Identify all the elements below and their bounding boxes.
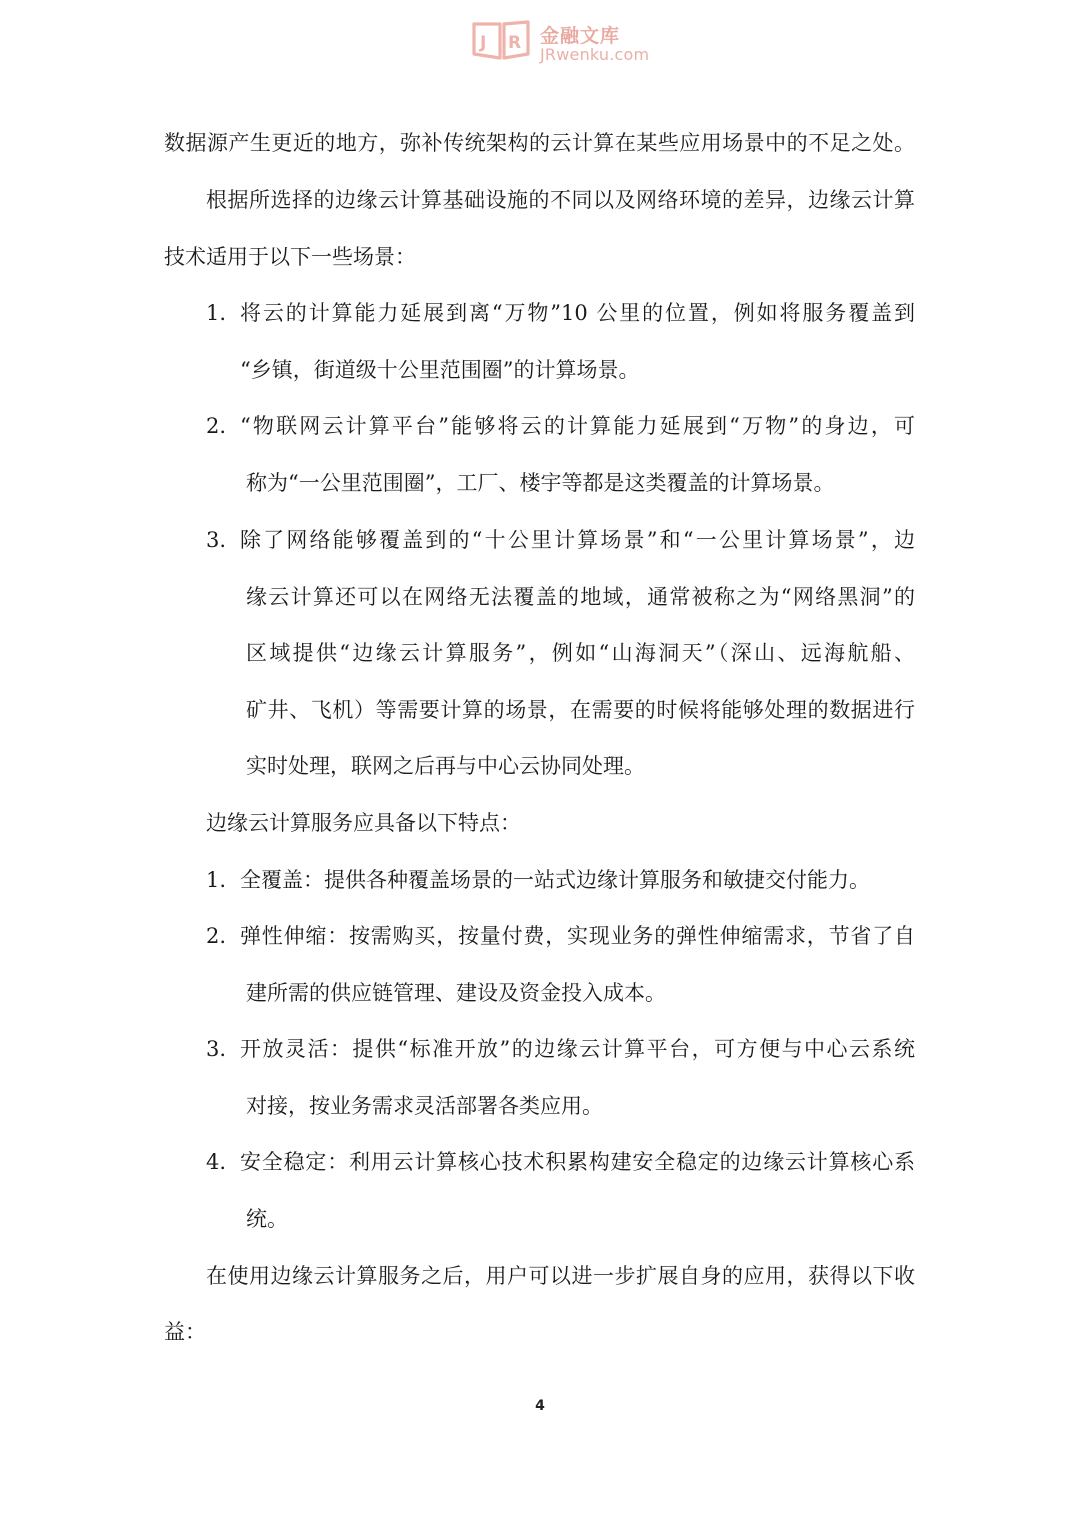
watermark <box>470 18 690 64</box>
page-number: 4 <box>535 1398 545 1414</box>
watermark-brand-cn: 金融文库 <box>540 25 621 47</box>
list-item-text: “乡镇，街道级十公里范围圈”的计算场景。 <box>240 358 640 382</box>
list-item-text: 全覆盖：提供各种覆盖场景的一站式边缘计算服务和敏捷交付能力。 <box>240 868 870 892</box>
list-item-text: 对接，按业务需求灵活部署各类应用。 <box>246 1094 603 1118</box>
list-item-text: 称为“一公里范围圈”，工厂、楼宇等都是这类覆盖的计算场景。 <box>246 471 835 495</box>
svg-text:J: J <box>480 33 487 53</box>
benefits-intro-line-1: 在使用边缘云计算服务之后，用户可以进一步扩展自身的应用，获得以下收 <box>206 1264 915 1288</box>
list-item-text: 建所需的供应链管理、建设及资金投入成本。 <box>246 981 666 1005</box>
list-item-text: 实时处理，联网之后再与中心云协同处理。 <box>246 754 645 778</box>
benefits-intro-line-2: 益： <box>164 1320 206 1344</box>
list-item-text: 矿井、飞机）等需要计算的场景，在需要的时候将能够处理的数据进行 <box>246 698 915 722</box>
list-item-text: 开放灵活：提供“标准开放”的边缘云计算平台，可方便与中心云系统 <box>240 1037 915 1061</box>
list-number: 1. <box>206 868 227 892</box>
list-item-text: 缘云计算还可以在网络无法覆盖的地域，通常被称之为“网络黑洞”的 <box>246 585 915 609</box>
list-number: 2. <box>206 414 227 438</box>
jrwenku-logo-icon <box>470 18 534 62</box>
intro-line: 数据源产生更近的地方，弥补传统架构的云计算在某些应用场景中的不足之处。 <box>164 131 915 155</box>
list-item-text: 弹性伸缩：按需购买，按量付费，实现业务的弹性伸缩需求，节省了自 <box>240 924 915 948</box>
scenarios-intro-line-1: 根据所选择的边缘云计算基础设施的不同以及网络环境的差异，边缘云计算 <box>206 188 915 212</box>
list-item-text: 将云的计算能力延展到离“万物”10 公里的位置，例如将服务覆盖到 <box>240 301 915 325</box>
list-item-text: 除了网络能够覆盖到的“十公里计算场景”和“一公里计算场景”，边 <box>240 528 915 552</box>
svg-text:R: R <box>508 33 522 53</box>
list-item-text: 安全稳定：利用云计算核心技术积累构建安全稳定的边缘云计算核心系 <box>240 1150 915 1174</box>
features-intro: 边缘云计算服务应具备以下特点： <box>206 811 521 835</box>
watermark-brand-en: JRwenku.com <box>540 45 650 64</box>
list-item-text: 统。 <box>246 1207 288 1231</box>
list-item-text: “物联网云计算平台”能够将云的计算能力延展到“万物”的身边，可 <box>240 414 915 438</box>
list-number: 3. <box>206 1037 227 1061</box>
list-number: 3. <box>206 528 227 552</box>
list-item-text: 区域提供“边缘云计算服务”，例如“山海洞天”（深山、远海航船、 <box>246 641 915 665</box>
list-number: 4. <box>206 1150 227 1174</box>
scenarios-intro-line-2: 技术适用于以下一些场景： <box>164 245 416 269</box>
list-number: 1. <box>206 301 227 325</box>
list-number: 2. <box>206 924 227 948</box>
